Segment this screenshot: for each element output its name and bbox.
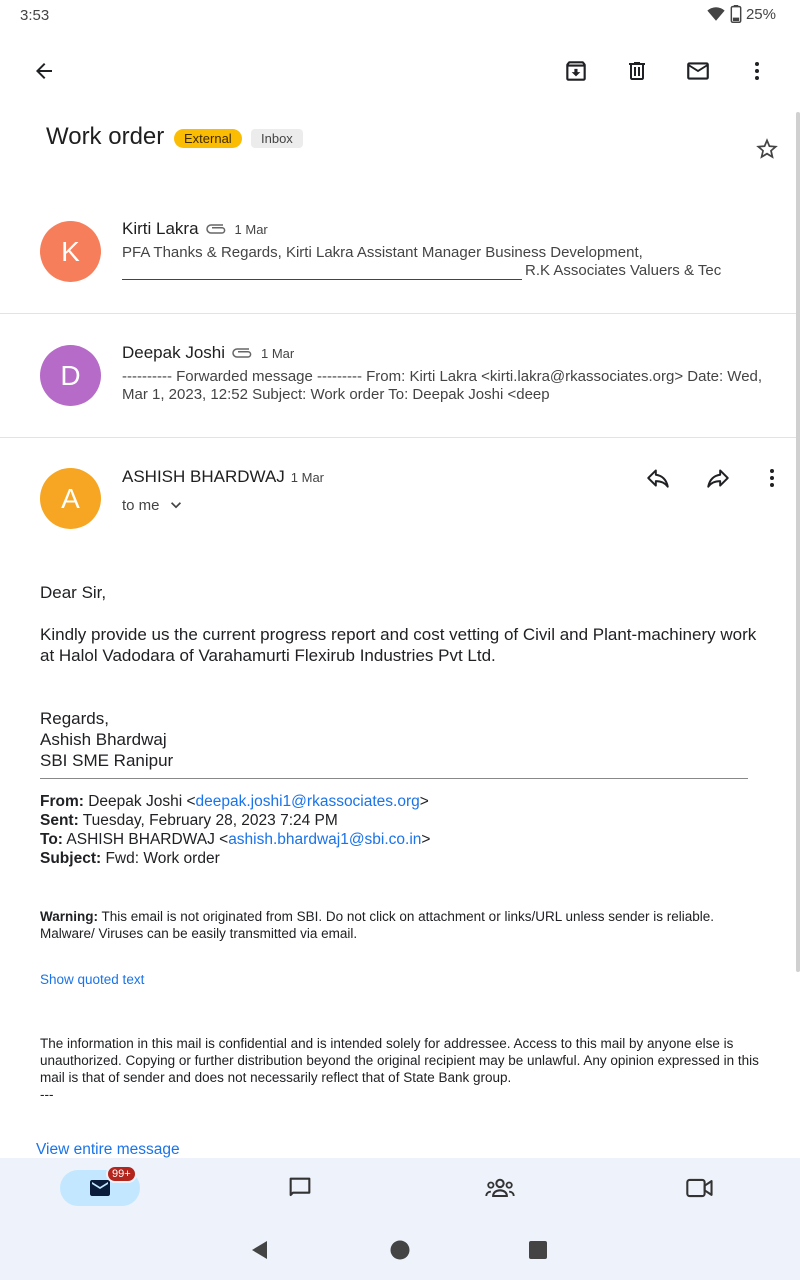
forward-icon xyxy=(705,465,731,491)
warning-notice xyxy=(40,908,760,942)
to-close: > xyxy=(421,831,431,848)
attachment-icon xyxy=(231,346,255,360)
page-title: Work order xyxy=(46,123,165,150)
status-time: 3:53 xyxy=(20,7,50,24)
inbox-label[interactable]: Inbox xyxy=(251,129,303,148)
from-email-link[interactable]: deepak.joshi1@rkassociates.org xyxy=(195,793,420,810)
toolbar xyxy=(0,44,800,98)
sender-name: Kirti Lakra xyxy=(122,219,199,238)
mark-unread-button[interactable] xyxy=(674,44,722,98)
status-icons xyxy=(706,5,776,23)
disclaimer-dashes: --- xyxy=(40,1087,54,1102)
avatar[interactable] xyxy=(40,221,101,282)
battery-icon xyxy=(730,5,742,23)
sender-name: Deepak Joshi xyxy=(122,343,226,362)
from-label: From: xyxy=(40,793,84,810)
message-more-button[interactable] xyxy=(748,451,796,505)
star-button[interactable] xyxy=(754,136,780,167)
sender-row xyxy=(122,467,324,487)
arrow-back-icon xyxy=(32,59,56,83)
nav-mail[interactable] xyxy=(60,1170,140,1206)
recipient-label: to me xyxy=(122,496,160,514)
mail-icon xyxy=(684,58,712,84)
system-back-button[interactable] xyxy=(240,1230,280,1270)
sender-name: ASHISH BHARDWAJ xyxy=(122,467,285,486)
forward-header xyxy=(40,792,760,868)
signature-line: SBI SME Ranipur xyxy=(40,751,174,770)
show-quoted-text-link[interactable]: Show quoted text xyxy=(40,972,145,987)
scrollbar[interactable] xyxy=(796,112,800,972)
avatar-initial: D xyxy=(60,359,81,391)
forward-from xyxy=(40,792,760,811)
to-name: ASHISH BHARDWAJ < xyxy=(66,831,229,848)
greeting: Dear Sir, xyxy=(40,583,107,602)
snippet-line: PFA Thanks & Regards, Kirti Lakra Assistant Manager Business Development, xyxy=(122,244,643,261)
avatar[interactable] xyxy=(40,468,101,529)
sender-row xyxy=(122,219,268,239)
forward-to xyxy=(40,830,760,849)
signature-line: Regards, xyxy=(40,709,109,728)
view-entire-message-link[interactable]: View entire message xyxy=(36,1141,180,1158)
snippet-text: R.K Associates Valuers & Tec xyxy=(525,262,722,279)
divider xyxy=(40,778,748,779)
subject-row xyxy=(46,118,780,162)
nav-spaces[interactable] xyxy=(460,1170,540,1206)
triangle-back-icon xyxy=(249,1239,271,1261)
system-home-button[interactable] xyxy=(380,1230,420,1270)
message-date: 1 Mar xyxy=(290,469,325,485)
from-name: Deepak Joshi < xyxy=(88,793,196,810)
signature xyxy=(40,708,760,771)
video-camera-icon xyxy=(685,1175,715,1201)
circle-home-icon xyxy=(389,1239,411,1261)
warning-text: This email is not originated from SBI. Do not click on attachment or links/URL unless sender is reliable. Malware/ Viruses can be easily transmitted via email. xyxy=(40,909,715,941)
delete-button[interactable] xyxy=(613,44,661,98)
nav-meet[interactable] xyxy=(660,1170,740,1206)
avatar-initial: A xyxy=(61,482,80,514)
wifi-icon xyxy=(706,5,726,23)
reply-button[interactable] xyxy=(634,451,682,505)
reply-icon xyxy=(645,465,671,491)
warning-label: Warning: xyxy=(40,909,98,924)
battery-percent: 25% xyxy=(745,5,776,23)
status-bar xyxy=(0,0,800,32)
message-body: Kindly provide us the current progress report and cost vetting of Civil and Plant-machinery work at Halol Vadodara of Varahamurti Flexirub Industries Pvt Ltd. xyxy=(40,625,757,665)
subject-value: Fwd: Work order xyxy=(105,850,220,867)
chevron-down-icon xyxy=(166,495,186,515)
attachment-icon xyxy=(205,222,229,236)
open-message-header xyxy=(0,438,800,548)
forward-sent xyxy=(40,811,760,830)
sender-row xyxy=(122,343,294,363)
message-date: 1 Mar xyxy=(234,221,268,237)
archive-icon xyxy=(563,58,589,84)
recipient-toggle[interactable] xyxy=(122,495,186,515)
subject-label: Subject: xyxy=(40,850,102,867)
snippet-line xyxy=(122,262,772,280)
signature-rule xyxy=(122,268,522,280)
star-icon xyxy=(754,136,780,162)
back-button[interactable] xyxy=(20,44,68,98)
unread-count-badge: 99+ xyxy=(106,1165,137,1183)
from-close: > xyxy=(419,793,429,810)
to-email-link[interactable]: ashish.bhardwaj1@sbi.co.in xyxy=(228,831,422,848)
more-options-button[interactable] xyxy=(733,44,781,98)
trash-icon xyxy=(625,58,649,84)
sent-label: Sent: xyxy=(40,812,79,829)
message-snippet xyxy=(122,244,772,280)
thread-message[interactable] xyxy=(0,314,800,438)
more-vert-icon xyxy=(745,59,769,83)
thread-message[interactable] xyxy=(0,190,800,314)
avatar[interactable] xyxy=(40,345,101,406)
nav-chat[interactable] xyxy=(260,1170,340,1206)
chat-icon xyxy=(286,1174,314,1202)
to-label: To: xyxy=(40,831,63,848)
disclaimer xyxy=(40,1035,760,1103)
signature-line: Ashish Bhardwaj xyxy=(40,730,167,749)
group-icon xyxy=(484,1174,516,1202)
sent-value: Tuesday, February 28, 2023 7:24 PM xyxy=(82,812,338,829)
external-label[interactable]: External xyxy=(174,129,242,148)
disclaimer-text: The information in this mail is confidential and is intended solely for addressee. Access to this mail by anyone else is unauthorized. Copying or further distribution beyond the original recipient may be unlawful. Any opinion expressed in this mail is that of sender and does not necessarily reflect that of State Bank group. xyxy=(40,1036,759,1085)
message-snippet: ---------- Forwarded message --------- From: Kirti Lakra <kirti.lakra@rkassociates.org> Date: Wed, Mar 1, 2023, 12:52 Subject: Work order To: Deepak Joshi <deep xyxy=(122,368,763,403)
message-date: 1 Mar xyxy=(261,345,295,361)
forward-subject xyxy=(40,849,760,868)
system-recents-button[interactable] xyxy=(518,1230,558,1270)
more-vert-icon xyxy=(760,466,784,490)
forward-button[interactable] xyxy=(694,451,742,505)
avatar-initial: K xyxy=(61,235,80,267)
archive-button[interactable] xyxy=(552,44,600,98)
square-recents-icon xyxy=(527,1239,549,1261)
